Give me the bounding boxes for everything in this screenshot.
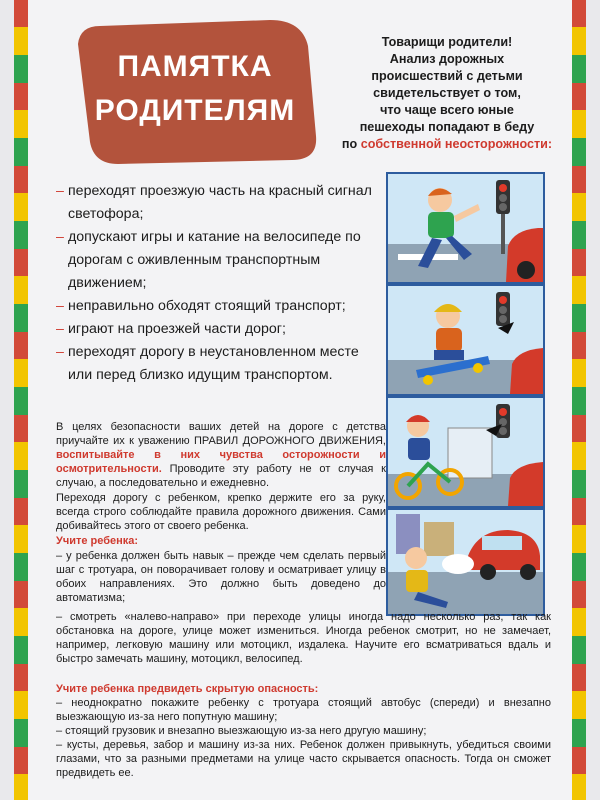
danger-item	[56, 341, 376, 387]
illustration-skateboard-boy	[386, 284, 545, 396]
danger-item	[56, 318, 376, 341]
para-text: Проводите эту работу не от случая к случаю, а последовательно и ежедневно.	[56, 463, 386, 489]
heading-hidden-danger: Учите ребенка предвидеть скрытую опасность:	[56, 683, 319, 695]
dash-marker: –	[56, 183, 64, 199]
hidden-danger-section	[56, 682, 551, 780]
intro-line: свидетельствует о том,	[373, 86, 521, 100]
heading-teach: Учите ребенка:	[56, 535, 139, 547]
para-text: В целях безопасности ваших детей на дороге с детства приучайте их к уважению ПРАВИЛ ДОРОЖНОГО ДВИЖЕНИЯ,	[56, 421, 386, 447]
teach-item-wide	[56, 610, 551, 666]
hidden-danger-item: – кусты, деревья, забор и машину из-за них. Ребенок должен привыкнуть, убедиться своими глазами, что за разными предметами на улице часто скрывается опасность. Тогда он сможет предвидеть ее.	[56, 739, 551, 779]
teach-item: – у ребенка должен быть навык – прежде чем сделать первый шаг с тротуара, он поворачивает голову и осматривает улицу в обоих направлениях. Это должно быть доведено до автоматизма;	[56, 550, 386, 604]
illustration-column	[386, 172, 546, 612]
teach-item: – смотреть «налево-направо» при переходе улицы иногда надо несколько раз, так как обстановка на дороге, улице может измениться. Иногда ребенок смотрит, но не замечает, например, легковую машину или мотоцикл, издалека. Научите его всматриваться вдаль и быстро замечать машину, мотоцикл, велосипед.	[56, 611, 551, 665]
traffic-stripe-left	[14, 0, 28, 800]
danger-text: играют на проезжей части дорог;	[68, 321, 286, 337]
illustration-boy-hit-by-car	[386, 508, 545, 616]
para-highlight: воспитывайте в них чувства осторожности и осмотрительности.	[56, 449, 386, 475]
danger-text: допускают игры и катание на велосипеде по дорогам с оживленным транспортным движением;	[68, 229, 361, 291]
title-banner	[70, 18, 320, 166]
illustration-running-boy	[386, 172, 545, 284]
danger-text: переходят дорогу в неустановленном месте или перед близко идущим транспортом.	[68, 344, 359, 383]
intro-line: пешеходы попадают в беду	[359, 120, 535, 134]
safety-text	[56, 420, 386, 606]
danger-text: переходят проезжую часть на красный сигнал светофора;	[68, 183, 372, 222]
intro-line: происшествий с детьми	[371, 69, 523, 83]
intro-line: что чаще всего юные	[380, 103, 514, 117]
intro-line	[322, 136, 572, 153]
dash-marker: –	[56, 229, 64, 245]
dash-marker: –	[56, 298, 64, 314]
danger-item	[56, 226, 376, 295]
danger-item	[56, 295, 376, 318]
intro-text	[322, 34, 572, 153]
traffic-stripe-right	[572, 0, 586, 800]
intro-line: Анализ дорожных	[389, 52, 505, 66]
dash-marker: –	[56, 321, 64, 337]
paragraph-hold-hand: Переходя дорогу с ребенком, крепко держите его за руку, всегда строго соблюдайте правила дорожного движения. Сами добивайтесь этого от своего ребенка.	[56, 492, 386, 532]
danger-list	[56, 180, 376, 387]
hidden-danger-item: – стоящий грузовик и внезапно выезжающую из-за него другую машину;	[56, 725, 427, 737]
danger-item	[56, 180, 376, 226]
illustration-bicycle-boy	[386, 396, 545, 508]
intro-line: Товарищи родители!	[381, 35, 513, 49]
banner-shape	[70, 18, 320, 166]
banner-title-line2: РОДИТЕЛЯМ	[94, 94, 296, 127]
intro-highlight: собственной неосторожности:	[360, 137, 553, 151]
dash-marker: –	[56, 344, 64, 360]
banner-title-line1: ПАМЯТКА	[117, 50, 273, 83]
paragraph-intro	[56, 420, 386, 490]
danger-text: неправильно обходят стоящий транспорт;	[68, 298, 346, 314]
intro-prefix: по	[341, 137, 361, 151]
hidden-danger-item: – неоднократно покажите ребенку с тротуара стоящий автобус (спереди) и внезапно выезжающую из-за него попутную машину;	[56, 697, 551, 723]
